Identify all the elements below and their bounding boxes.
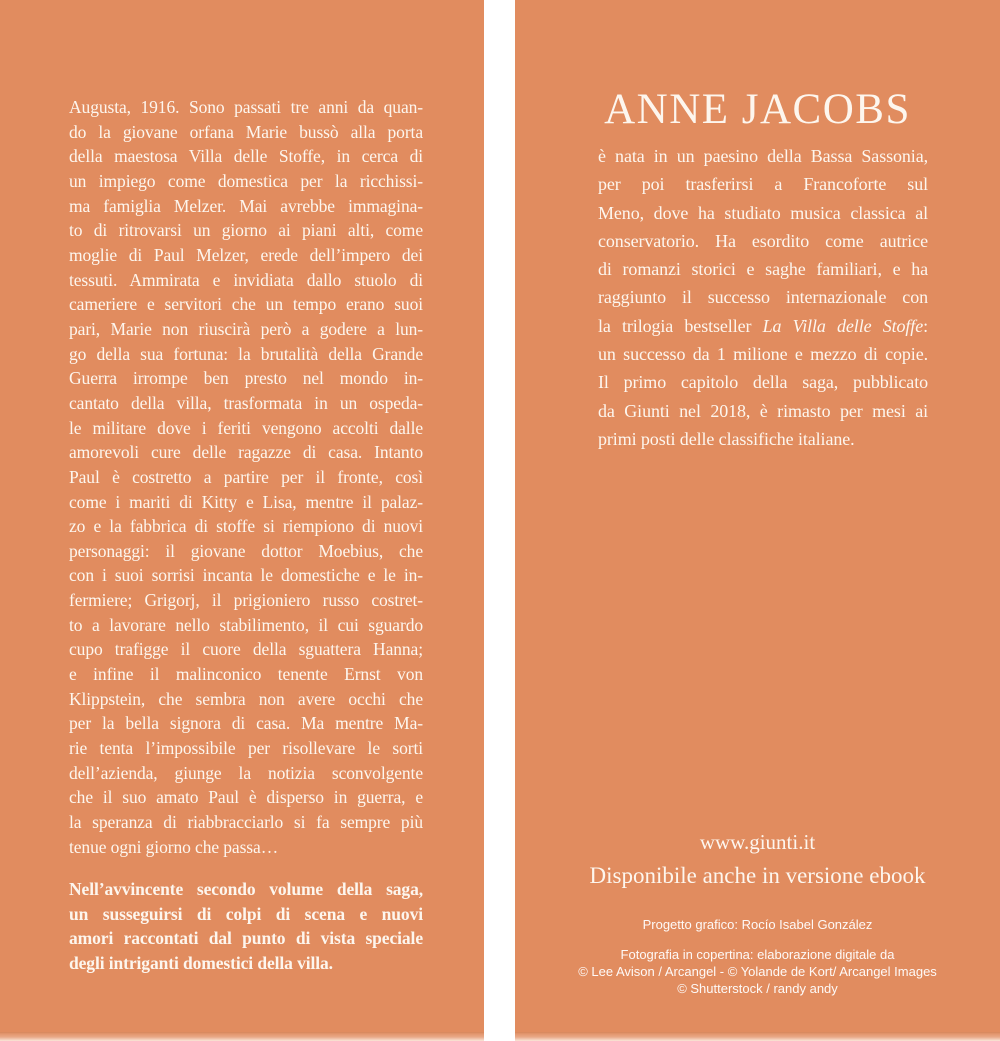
publisher-website: www.giunti.it	[699, 830, 816, 854]
text-line: è nata in un paesino della Bassa Sassonia,	[598, 146, 928, 166]
highlight-text	[69, 877, 423, 976]
text-line: raggiunto il successo internazionale con	[598, 287, 928, 308]
fold-edge	[515, 1032, 1000, 1041]
text-line: un impiego come domestica per la ricchissi-	[69, 170, 423, 191]
text-line: un successo da 1 milione e mezzo di copie.	[598, 344, 928, 365]
text-line: amorevoli cure delle ragazze di casa. Intanto	[69, 442, 423, 463]
author-bio-text	[598, 142, 928, 453]
text-line: zo e la fabbrica di stoffe si riempiono di nuovi	[69, 516, 423, 537]
text-line: go della sua fortuna: la brutalità della Grande	[69, 343, 423, 364]
text-line: © Shutterstock / randy andy	[677, 981, 838, 996]
text-line: primi posti delle classifiche italiane.	[598, 428, 855, 449]
text-line: Guerra irrompe ben presto nel mondo in-	[69, 368, 423, 389]
text-line: degli intriganti domestici della villa.	[69, 952, 333, 973]
text-line: da Giunti nel 2018, è rimasto per mesi ai	[598, 400, 928, 421]
text-line: Klippstein, che sembra non avere occhi che	[69, 688, 423, 709]
text-line: cantato della villa, trasformata in un ospeda-	[69, 392, 423, 413]
author-name: ANNE JACOBS	[604, 86, 911, 133]
text-line: moglie di Paul Melzer, erede dell’impero dei	[69, 244, 423, 265]
text-line: Fotografia in copertina: elaborazione digitale da	[620, 947, 895, 962]
text-line: Paul è costretto a partire per il fronte, così	[69, 466, 423, 487]
text-line: della maestosa Villa delle Stoffe, in cerca di	[69, 146, 423, 167]
left-flap-panel	[0, 0, 484, 1041]
text-line: un susseguirsi di colpi di scena e nuovi	[69, 903, 423, 924]
synopsis-text	[69, 95, 423, 859]
text-line: le militare dove i feriti vengono accolti dalle	[69, 417, 423, 438]
text-line: con i suoi sorrisi incanta le domestiche e le in-	[69, 565, 423, 586]
text-line: tenue ogni giorno che passa…	[69, 836, 279, 857]
text-line: ma famiglia Melzer. Mai avrebbe immagina-	[69, 195, 423, 216]
text-line: fermiere; Grigorj, il prigioniero russo costret-	[69, 590, 423, 611]
text-line: e infine il malinconico tenente Ernst von	[69, 664, 423, 685]
text-line: Augusta, 1916. Sono passati tre anni da quan-	[69, 97, 423, 117]
design-credit: Progetto grafico: Rocío Isabel González	[642, 917, 873, 932]
text-line: la trilogia bestseller La Villa delle Stoffe:	[598, 315, 929, 336]
text-line: © Lee Avison / Arcangel - © Yolande de Kort/ Arcangel Images	[578, 964, 937, 979]
photo-credits	[515, 946, 1000, 997]
text-line: cupo trafigge il cuore della sguattera Hanna;	[69, 639, 423, 660]
text-line: cameriere e servitori che un tempo erano suoi	[69, 294, 423, 315]
text-line: che il suo amato Paul è disperso in guerra, e	[69, 787, 423, 808]
ebook-availability-note: Disponibile anche in versione ebook	[589, 863, 926, 888]
right-flap-panel	[515, 0, 1000, 1041]
text-line: conservatorio. Ha esordito come autrice	[598, 230, 928, 251]
text-line: rie tenta l’impossibile per risollevare le sorti	[69, 738, 423, 759]
text-line: dell’azienda, giunge la notizia sconvolgente	[69, 762, 423, 783]
text-line: tessuti. Ammirata e invidiata dallo stuolo di	[69, 269, 423, 290]
text-line: per poi trasferirsi a Francoforte sul	[598, 174, 928, 195]
text-line: come i mariti di Kitty e Lisa, mentre il palaz-	[69, 491, 423, 512]
text-line: amori raccontati dal punto di vista speciale	[69, 928, 423, 949]
text-line: personaggi: il giovane dottor Moebius, che	[69, 540, 423, 561]
text-line: to a lavorare nello stabilimento, il cui sguardo	[69, 614, 423, 635]
text-line: Nell’avvincente secondo volume della saga,	[69, 879, 423, 899]
fold-edge	[0, 1032, 484, 1041]
text-line: Meno, dove ha studiato musica classica al	[598, 202, 928, 223]
text-line: do la giovane orfana Marie bussò alla porta	[69, 121, 423, 142]
text-line: la speranza di riabbracciarlo si fa sempre più	[69, 812, 423, 833]
text-line: per la bella signora di casa. Ma mentre Ma-	[69, 713, 423, 734]
text-line: di romanzi storici e saghe familiari, e ha	[598, 259, 928, 280]
text-line: to di ritrovarsi un giorno ai piani alti, come	[69, 220, 423, 241]
text-line: Il primo capitolo della saga, pubblicato	[598, 372, 928, 393]
text-line: pari, Marie non riuscirà però a godere a lun-	[69, 318, 423, 339]
